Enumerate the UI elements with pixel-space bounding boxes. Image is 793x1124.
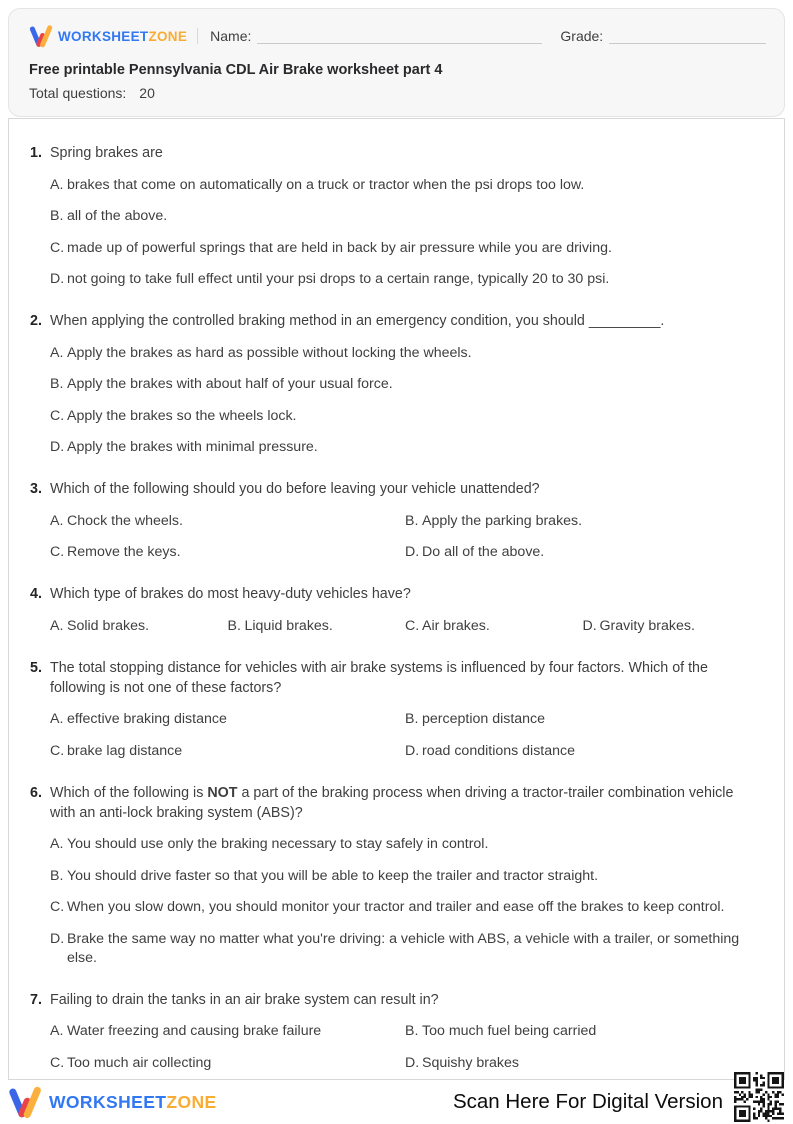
- option-text: Apply the brakes with about half of your usual force.: [67, 376, 393, 392]
- options-list: [50, 176, 760, 290]
- option-text: Too much fuel being carried: [422, 1023, 597, 1039]
- option-letter: D.: [405, 742, 420, 759]
- question-number: 7.: [30, 991, 42, 1008]
- option-text: Squishy brakes: [422, 1054, 519, 1071]
- options-list: [50, 835, 760, 968]
- question-text-part: Which of the following is: [50, 784, 208, 801]
- question-head: [30, 479, 760, 499]
- option-c: [50, 742, 405, 761]
- option-text: Apply the parking brakes.: [422, 512, 583, 529]
- question-6: [30, 783, 760, 968]
- option-letter: D.: [582, 617, 597, 634]
- grade-label: Grade:: [560, 28, 604, 44]
- option-letter: D.: [405, 1054, 420, 1071]
- option-letter: B.: [405, 711, 419, 727]
- option-d: [405, 742, 760, 761]
- question-text: [50, 783, 760, 823]
- option-text: effective braking distance: [67, 711, 227, 727]
- option-text: Do all of the above.: [422, 544, 545, 560]
- option-text: Gravity brakes.: [599, 617, 695, 634]
- question-text: When applying the controlled braking method in an emergency condition, you should _________.: [50, 313, 665, 329]
- option-a: [50, 835, 760, 854]
- option-letter: C.: [50, 1054, 65, 1071]
- option-text: Brake the same way no matter what you're driving: a vehicle with ABS, a vehicle with a trailer, or something else.: [67, 930, 740, 966]
- question-head: [30, 311, 760, 331]
- logo-divider: [197, 28, 198, 44]
- brand-text-zone: ZONE: [166, 1091, 217, 1112]
- option-letter: A.: [50, 344, 64, 361]
- option-b: [405, 710, 760, 729]
- option-text: You should use only the braking necessary to stay safely in control.: [67, 836, 489, 852]
- question-3: [30, 479, 760, 562]
- worksheet-title: Free printable Pennsylvania CDL Air Brake worksheet part 4: [29, 62, 443, 78]
- option-text: Too much air collecting: [67, 1054, 212, 1071]
- questions-card: [8, 118, 785, 1080]
- option-letter: C.: [405, 617, 420, 634]
- brand-text-worksheet: WORKSHEET: [58, 28, 149, 44]
- option-b: [405, 512, 760, 531]
- worksheetzone-logo-icon: [29, 24, 53, 48]
- brand-text: [49, 1092, 217, 1113]
- option-text: all of the above.: [67, 208, 168, 224]
- option-a: [50, 710, 405, 729]
- question-number: 3.: [30, 481, 42, 497]
- question-number: 6.: [30, 784, 42, 801]
- option-letter: C.: [50, 407, 65, 424]
- option-text: made up of powerful springs that are held in back by air pressure while you are driving.: [67, 239, 612, 256]
- question-text-part: a part of the braking process when driving a tractor-trailer combination vehicle with an anti-lock braking system (ABS)?: [50, 784, 734, 821]
- question-7: [30, 990, 760, 1073]
- option-text: Remove the keys.: [67, 544, 181, 560]
- question-number: 4.: [30, 586, 42, 602]
- question-text: Spring brakes are: [50, 145, 163, 161]
- brand-text-zone: ZONE: [148, 28, 188, 44]
- name-label: Name:: [210, 28, 252, 44]
- option-b: [50, 867, 760, 886]
- option-text: Water freezing and causing brake failure: [67, 1023, 322, 1039]
- option-text: brake lag distance: [67, 742, 183, 759]
- option-letter: A.: [50, 617, 64, 634]
- footer: [8, 1080, 785, 1124]
- option-letter: C.: [50, 742, 65, 759]
- option-d: [50, 930, 760, 968]
- options-list: [50, 344, 760, 458]
- grade-fill-in-line: [609, 29, 766, 44]
- option-letter: B.: [50, 376, 64, 392]
- question-head: [30, 143, 760, 163]
- option-d: [405, 543, 760, 562]
- total-questions-label: Total questions:: [29, 85, 127, 101]
- option-c: [50, 1054, 405, 1073]
- footer-brand-logo: [8, 1085, 217, 1119]
- option-text: Apply the brakes with minimal pressure.: [67, 439, 318, 455]
- option-b: [405, 1022, 760, 1041]
- total-questions-row: [29, 85, 766, 101]
- brand-logo: [29, 24, 187, 48]
- option-text: You should drive faster so that you will be able to keep the trailer and tractor straight.: [67, 867, 599, 884]
- option-text: not going to take full effect until your psi drops to a certain range, typically 20 to 30 psi.: [67, 271, 610, 287]
- brand-text: [58, 29, 187, 44]
- option-letter: C.: [50, 239, 65, 256]
- option-letter: B.: [405, 1023, 419, 1039]
- question-head: [30, 783, 760, 823]
- option-a: [50, 512, 405, 531]
- option-a: [50, 617, 228, 636]
- option-text: Chock the wheels.: [67, 512, 183, 529]
- header-card: [8, 8, 785, 117]
- worksheetzone-logo-icon: [8, 1085, 42, 1119]
- option-a: [50, 176, 760, 195]
- option-letter: A.: [50, 1023, 64, 1039]
- option-b: [50, 207, 760, 226]
- option-letter: B.: [50, 208, 64, 224]
- question-4: [30, 584, 760, 636]
- option-d: [583, 617, 761, 636]
- question-head: [30, 658, 760, 698]
- option-text: Air brakes.: [422, 617, 490, 634]
- question-text: Failing to drain the tanks in an air brake system can result in?: [50, 991, 439, 1008]
- option-text: perception distance: [422, 711, 546, 727]
- question-text-bold: NOT: [207, 784, 238, 801]
- option-letter: C.: [50, 899, 65, 915]
- question-1: [30, 143, 760, 289]
- question-text: Which of the following should you do before leaving your vehicle unattended?: [50, 481, 540, 497]
- option-text: brakes that come on automatically on a truck or tractor when the psi drops too low.: [67, 176, 585, 193]
- option-letter: D.: [405, 544, 420, 560]
- option-b: [50, 375, 760, 394]
- option-text: road conditions distance: [422, 742, 576, 759]
- question-number: 2.: [30, 313, 42, 329]
- question-2: [30, 311, 760, 457]
- option-b: [228, 617, 406, 636]
- option-d: [405, 1054, 760, 1073]
- scan-here-text: Scan Here For Digital Version: [452, 1090, 723, 1113]
- name-fill-in-line: [257, 29, 542, 44]
- option-a: [50, 1022, 405, 1041]
- header-top-row: [29, 24, 766, 48]
- question-number: 5.: [30, 659, 42, 676]
- option-letter: A.: [50, 711, 64, 727]
- qr-code: [734, 1071, 784, 1123]
- option-text: Solid brakes.: [67, 617, 150, 634]
- option-c: [50, 239, 760, 258]
- options-list: [50, 604, 760, 636]
- option-text: When you slow down, you should monitor your tractor and trailer and ease off the brakes to keep control.: [67, 899, 725, 915]
- option-letter: D.: [50, 271, 65, 287]
- option-letter: C.: [50, 544, 65, 560]
- brand-text-worksheet: WORKSHEET: [49, 1091, 167, 1112]
- question-5: [30, 658, 760, 761]
- option-letter: A.: [50, 512, 64, 529]
- option-letter: D.: [50, 930, 65, 947]
- option-c: [405, 617, 583, 636]
- option-c: [50, 543, 405, 562]
- option-d: [50, 270, 760, 289]
- option-letter: B.: [50, 867, 64, 884]
- question-head: [30, 990, 760, 1010]
- option-letter: B.: [227, 617, 241, 634]
- options-list: [50, 698, 760, 761]
- option-letter: A.: [50, 836, 64, 852]
- question-head: [30, 584, 760, 604]
- option-text: Apply the brakes as hard as possible without locking the wheels.: [67, 344, 472, 361]
- option-letter: D.: [50, 439, 65, 455]
- option-a: [50, 344, 760, 363]
- option-text: Apply the brakes so the wheels lock.: [67, 407, 297, 424]
- options-list: [50, 499, 760, 562]
- option-text: Liquid brakes.: [244, 617, 333, 634]
- question-number: 1.: [30, 145, 42, 161]
- option-c: [50, 407, 760, 426]
- question-text: Which type of brakes do most heavy-duty vehicles have?: [50, 586, 411, 602]
- option-c: [50, 898, 760, 917]
- option-letter: A.: [50, 176, 64, 193]
- total-questions-value: 20: [139, 85, 155, 101]
- option-letter: B.: [405, 512, 419, 529]
- options-list: [50, 1010, 760, 1073]
- question-text: The total stopping distance for vehicles with air brake systems is influenced by four factors. Which of the following is not one of these factors?: [50, 659, 708, 696]
- option-d: [50, 438, 760, 457]
